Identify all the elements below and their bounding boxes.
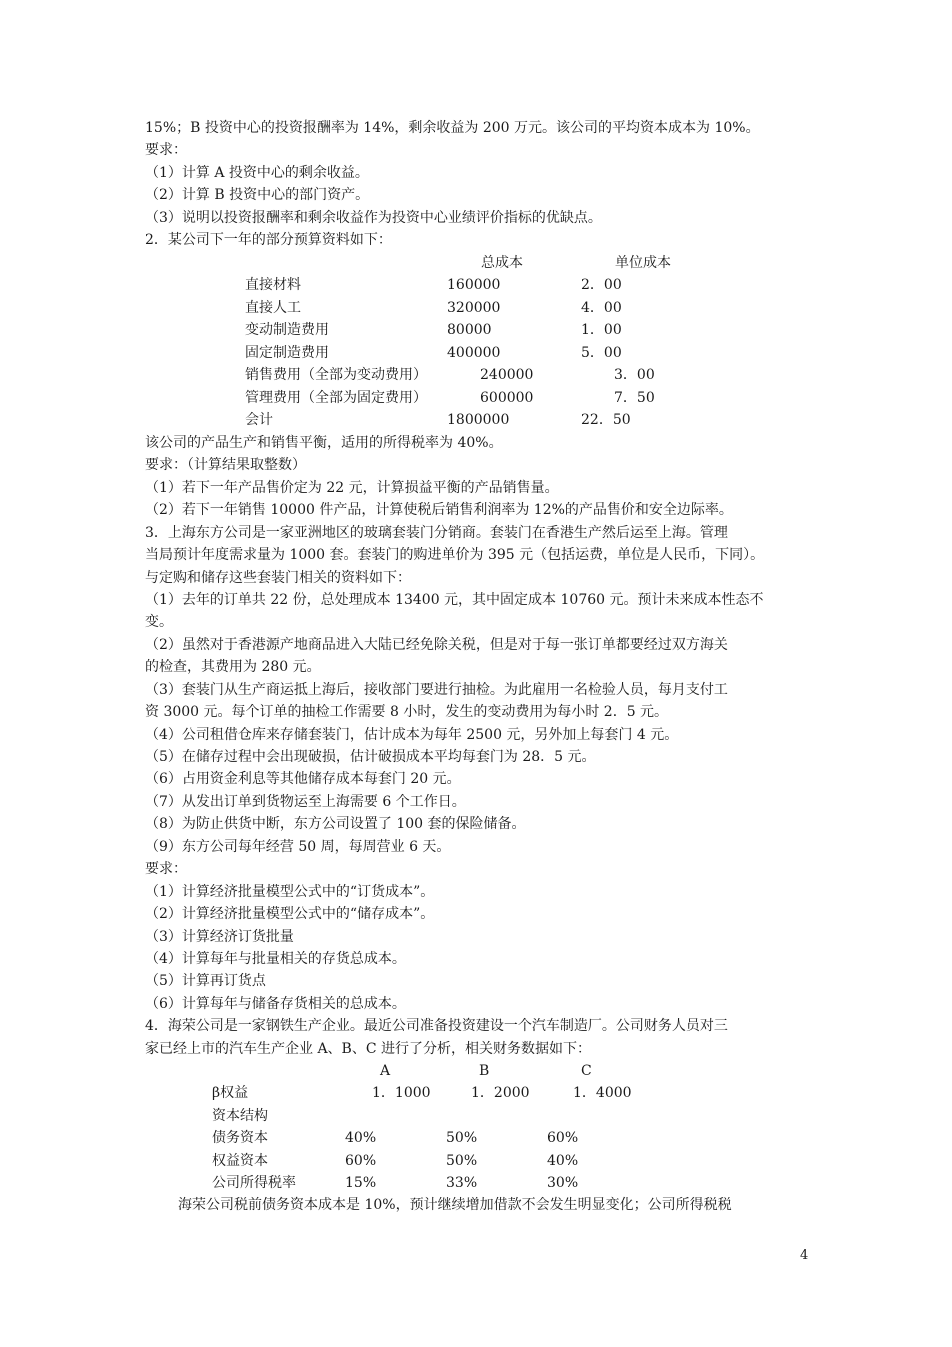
- text-line: （5）在储存过程中会出现破损，估计破损成本平均每套门为 28．5 元。: [145, 749, 596, 765]
- row-value: 30%: [547, 1175, 579, 1191]
- text-line: （3）说明以投资报酬率和剩余收益作为投资中心业绩评价指标的优缺点。: [145, 210, 602, 226]
- row-total: 400000: [447, 345, 501, 361]
- row-value: 15%: [345, 1175, 377, 1191]
- text-line: 当局预计年度需求量为 1000 套。套装门的购进单价为 395 元（包括运费，单位是人民币，下同）。: [145, 547, 765, 563]
- text-line: （7）从发出订单到货物运至上海需要 6 个工作日。: [145, 794, 466, 810]
- row-label: 销售费用（全部为变动费用）: [245, 367, 427, 383]
- text-line: 3．上海东方公司是一家亚洲地区的玻璃套装门分销商。套装门在香港生产然后运至上海。管理: [145, 525, 728, 541]
- row-label: 变动制造费用: [245, 322, 329, 338]
- text-line: （1）计算经济批量模型公式中的“订货成本”。: [145, 884, 435, 900]
- text-line: （8）为防止供货中断，东方公司设置了 100 套的保险储备。: [145, 816, 526, 832]
- row-value: 50%: [446, 1153, 478, 1169]
- text-line: 海荣公司税前债务资本成本是 10%，预计继续增加借款不会发生明显变化；公司所得税税: [178, 1197, 732, 1213]
- row-total: 80000: [447, 322, 492, 338]
- beta-value: 1．1000: [372, 1085, 431, 1101]
- text-line: 与定购和储存这些套装门相关的资料如下：: [145, 570, 411, 586]
- text-line: （4）计算每年与批量相关的存货总成本。: [145, 951, 406, 967]
- text-line: （1）若下一年产品售价定为 22 元，计算损益平衡的产品销售量。: [145, 480, 559, 496]
- page-number: 4: [800, 1248, 809, 1263]
- row-label: 债务资本: [212, 1130, 268, 1146]
- text-line: （6）计算每年与储备存货相关的总成本。: [145, 996, 406, 1012]
- text-line: 该公司的产品生产和销售平衡，适用的所得税率为 40%。: [145, 435, 503, 451]
- text-line: （2）虽然对于香港源产地商品进入大陆已经免除关税，但是对于每一张订单都要经过双方海关: [145, 637, 728, 653]
- text-line: 15%；B 投资中心的投资报酬率为 14%，剩余收益为 200 万元。该公司的平均资本成本为 10%。: [145, 120, 760, 136]
- structure-label: 资本结构: [212, 1108, 268, 1124]
- beta-value: 1．2000: [471, 1085, 530, 1101]
- row-unit: 4．00: [581, 300, 622, 316]
- row-unit: 7．50: [614, 390, 655, 406]
- text-line: （5）计算再订货点: [145, 973, 266, 989]
- row-unit: 22．50: [581, 412, 631, 428]
- table-header-total: 总成本: [481, 255, 523, 271]
- row-label: 管理费用（全部为固定费用）: [245, 390, 427, 406]
- text-line: 资 3000 元。每个订单的抽检工作需要 8 小时，发生的变动费用为每小时 2．5 元。: [145, 704, 669, 720]
- col-header-b: B: [479, 1063, 490, 1079]
- text-line: 家已经上市的汽车生产企业 A、B、C 进行了分析，相关财务数据如下：: [145, 1041, 592, 1057]
- text-line: 要求：: [145, 142, 187, 158]
- table-header-unit: 单位成本: [615, 255, 671, 271]
- text-line: （2）计算 B 投资中心的部门资产。: [145, 187, 370, 203]
- row-total: 320000: [447, 300, 501, 316]
- row-unit: 3．00: [614, 367, 655, 383]
- text-line: （2）计算经济批量模型公式中的“储存成本”。: [145, 906, 435, 922]
- row-total: 160000: [447, 277, 501, 293]
- row-label: 直接人工: [245, 300, 301, 316]
- row-label: 固定制造费用: [245, 345, 329, 361]
- row-value: 50%: [446, 1130, 478, 1146]
- text-line: （3）计算经济订货批量: [145, 929, 294, 945]
- text-line: （1）去年的订单共 22 份，总处理成本 13400 元，其中固定成本 10760 元。预计未来成本性态不: [145, 592, 764, 608]
- text-line: 的检查，其费用为 280 元。: [145, 659, 321, 675]
- row-unit: 5．00: [581, 345, 622, 361]
- text-line: （1）计算 A 投资中心的剩余收益。: [145, 165, 369, 181]
- col-header-c: C: [581, 1063, 592, 1079]
- beta-label: β权益: [212, 1085, 249, 1101]
- text-line: 2．某公司下一年的部分预算资料如下：: [145, 232, 392, 248]
- row-label: 公司所得税率: [212, 1175, 296, 1191]
- text-line: （9）东方公司每年经营 50 周，每周营业 6 天。: [145, 839, 451, 855]
- row-total: 240000: [480, 367, 534, 383]
- text-line: （2）若下一年销售 10000 件产品，计算使税后销售利润率为 12%的产品售价和安全边际率。: [145, 502, 733, 518]
- row-value: 40%: [345, 1130, 377, 1146]
- row-label: 直接材料: [245, 277, 301, 293]
- text-line: （6）占用资金利息等其他储存成本每套门 20 元。: [145, 771, 461, 787]
- beta-value: 1．4000: [573, 1085, 632, 1101]
- text-line: （3）套装门从生产商运抵上海后，接收部门要进行抽检。为此雇用一名检验人员，每月支付工: [145, 682, 728, 698]
- row-label: 会计: [245, 412, 273, 428]
- text-line: 要求：: [145, 861, 187, 877]
- col-header-a: A: [380, 1063, 391, 1079]
- row-value: 60%: [345, 1153, 377, 1169]
- text-line: 变。: [145, 614, 173, 630]
- text-line: （4）公司租借仓库来存储套装门，估计成本为每年 2500 元，另外加上每套门 4 元。: [145, 727, 679, 743]
- text-line: 4．海荣公司是一家钢铁生产企业。最近公司准备投资建设一个汽车制造厂。公司财务人员对三: [145, 1018, 728, 1034]
- row-total: 600000: [480, 390, 534, 406]
- row-value: 60%: [547, 1130, 579, 1146]
- row-unit: 2．00: [581, 277, 622, 293]
- row-label: 权益资本: [212, 1153, 268, 1169]
- row-unit: 1．00: [581, 322, 622, 338]
- row-value: 33%: [446, 1175, 478, 1191]
- text-line: 要求：（计算结果取整数）: [145, 457, 306, 473]
- row-total: 1800000: [447, 412, 510, 428]
- row-value: 40%: [547, 1153, 579, 1169]
